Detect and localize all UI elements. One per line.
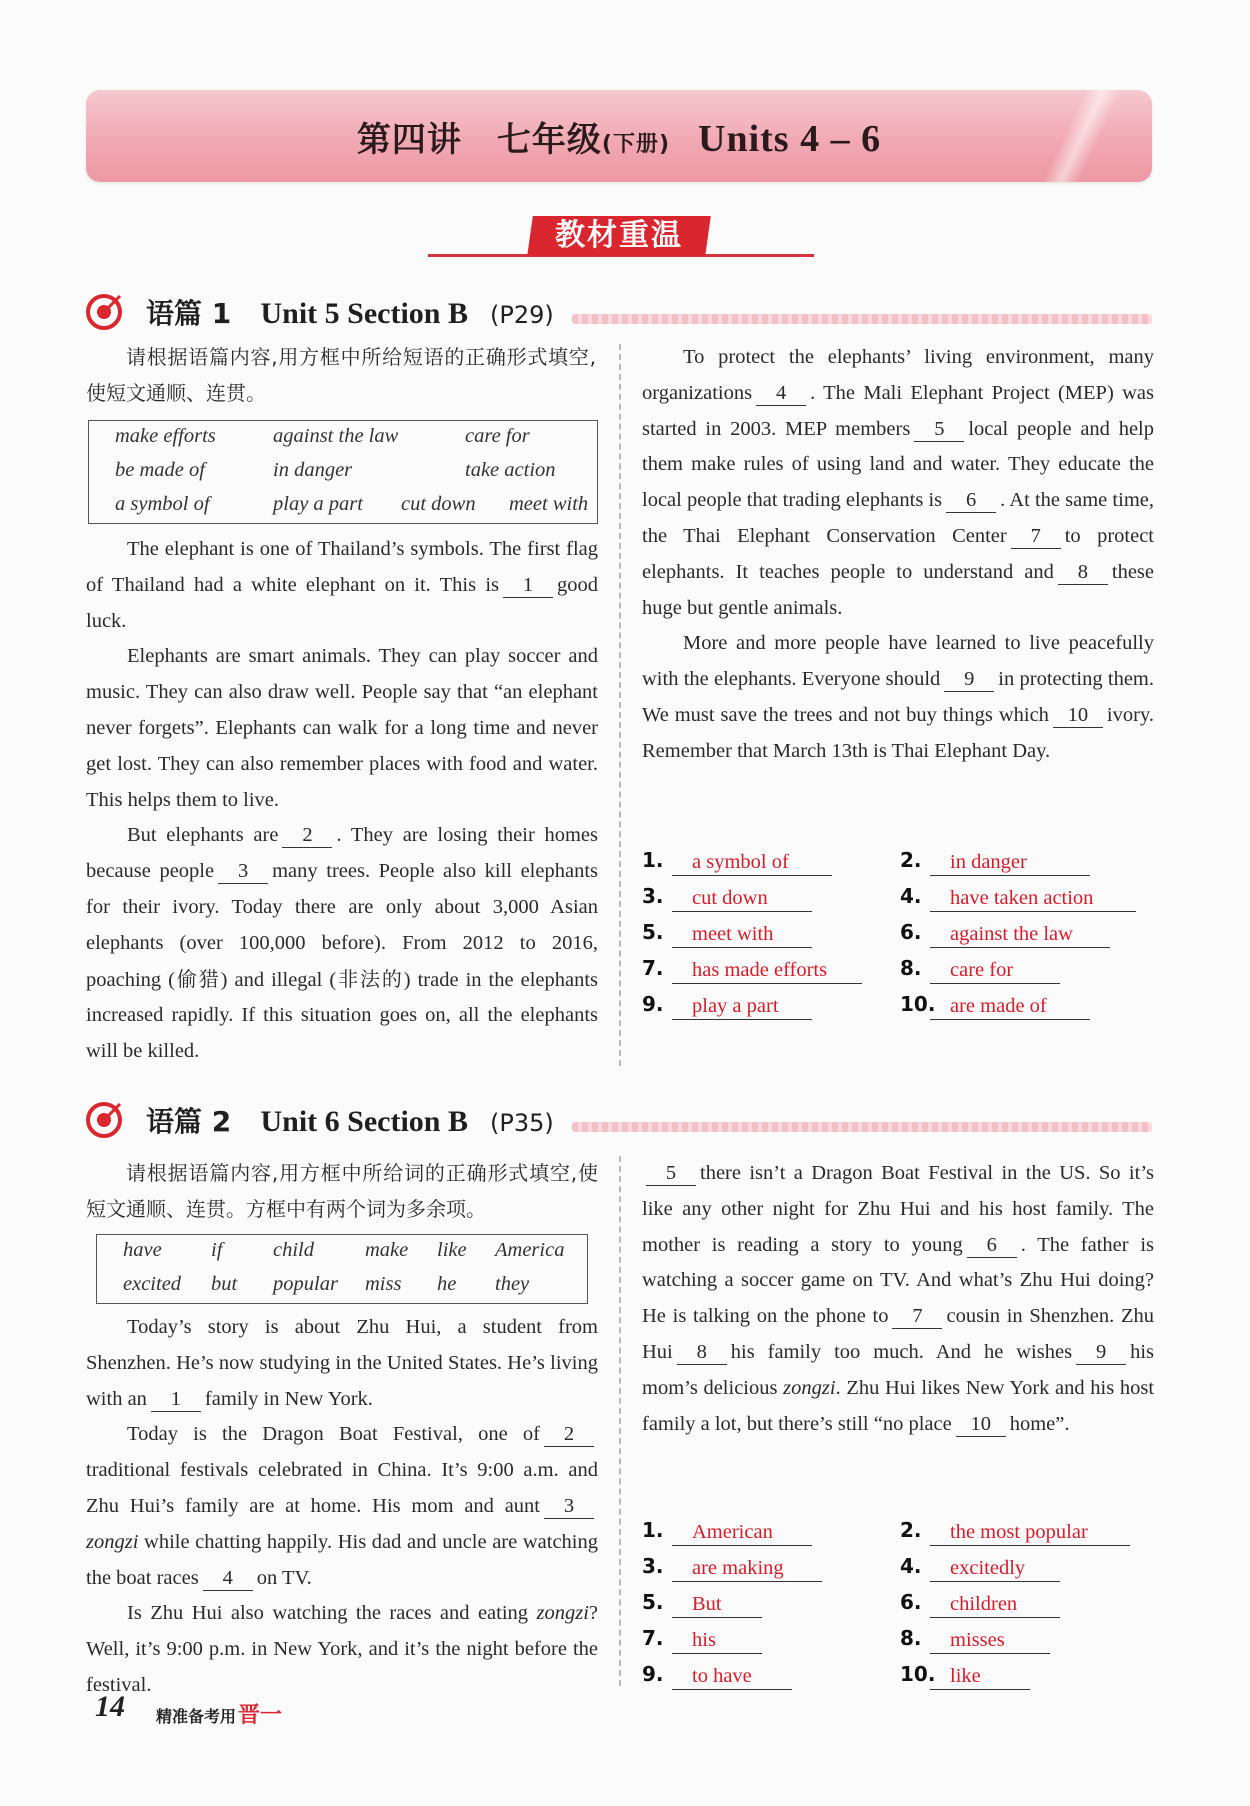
blank-9: 9 — [944, 667, 994, 692]
header-rule — [572, 1122, 1152, 1132]
passage1-phrase-box — [88, 420, 598, 524]
box-word: America — [495, 1239, 565, 1261]
passage2-right-column — [642, 1156, 1154, 1442]
banner-title — [86, 112, 1152, 161]
box-phrase: against the law — [273, 425, 399, 447]
blank-5: 5 — [646, 1161, 696, 1186]
paragraph: 5 there isn’t a Dragon Boat Festival in the US. So it’s like any other night for Zhu Hui and his host family. The mother is reading a story to young 6 . The father is watching a soccer game on TV. And what’s Zhu Hui doing? He is talking on the phone to 7 cousin in Shenzhen. Zhu Hui 8 his family too much. And he wishes 9 his mom’s delicious zongzi. Zhu Hui likes New York and his host family a lot, but there’s still “no place 10 home”. — [642, 1162, 1155, 1435]
passage1-right-column — [642, 340, 1154, 770]
blank-6: 6 — [967, 1233, 1017, 1258]
blank-3: 3 — [218, 859, 268, 884]
blank-6: 6 — [946, 488, 996, 513]
blank-4: 4 — [756, 381, 806, 406]
blank-1: 1 — [503, 573, 553, 598]
banner-title-sub: (下册) — [601, 132, 671, 157]
box-word: he — [437, 1273, 457, 1295]
column-divider — [619, 344, 621, 1066]
blank-10: 10 — [956, 1412, 1006, 1437]
blank-2: 2 — [544, 1422, 594, 1447]
box-phrase: a symbol of — [115, 493, 210, 515]
paragraph: Today’s story is about Zhu Hui, a student from Shenzhen. He’s now studying in the United States. He’s living with an 1 family in New York. — [86, 1316, 598, 1410]
passage1-left-column — [86, 532, 598, 1070]
blank-5: 5 — [914, 417, 964, 442]
passage1-instruction: 请根据语篇内容,用方框中所给短语的正确形式填空,使短文通顺、连贯。 — [86, 345, 596, 405]
box-phrase: be made of — [115, 459, 205, 481]
blank-3: 3 — [544, 1494, 594, 1519]
box-word: make — [365, 1239, 409, 1261]
passage1-title: 语篇 1 Unit 5 Section B (P29) — [146, 297, 554, 330]
box-word: popular — [273, 1273, 338, 1295]
blank-1: 1 — [151, 1387, 201, 1412]
passage2-left-column — [86, 1310, 598, 1704]
blank-7: 7 — [892, 1304, 942, 1329]
blank-8: 8 — [677, 1340, 727, 1365]
box-word: excited — [123, 1273, 182, 1295]
section-label: 教材重温 — [527, 216, 711, 256]
column-divider — [619, 1156, 621, 1686]
passage2-header — [86, 1100, 1152, 1142]
target-icon — [86, 1102, 122, 1138]
blank-9: 9 — [1076, 1340, 1126, 1365]
paragraph: To protect the elephants’ living environment, many organizations 4 . The Mali Elephant Project (MEP) was started in 2003. MEP members 5 local people and help them make rules of using land and water. They educate the local people that trading elephants is 6 . At the same time, the Thai Elephant Conservation Center 7 to protect elephants. It teaches people to understand and 8 these huge but gentle animals. — [642, 346, 1154, 619]
blank-8: 8 — [1058, 560, 1108, 585]
lesson-banner — [86, 90, 1152, 182]
page-number: 14 — [95, 1690, 125, 1723]
box-phrase: care for — [465, 425, 530, 447]
banner-title-units: Units 4 – 6 — [698, 118, 882, 160]
paragraph: More and more people have learned to live peacefully with the elephants. Everyone should 9 in protecting them. We must save the trees and not buy things which 10 ivory. Remember that March 13th is Thai Elephant Day. — [642, 632, 1154, 762]
brand-logo: 晋一 — [238, 1703, 283, 1728]
paragraph: The elephant is one of Thailand’s symbols. The first flag of Thailand had a white elephant on it. This is 1 good luck. — [86, 538, 598, 632]
box-phrase: cut down — [401, 493, 476, 515]
box-word: child — [273, 1239, 314, 1261]
blank-7: 7 — [1011, 524, 1061, 549]
box-phrase: meet with — [509, 493, 589, 515]
paragraph: Elephants are smart animals. They can play soccer and music. They can also draw well. People say that “an elephant never forgets”. Elephants can walk for a long time and never get lost. They can also remember places with food and water. This helps them to live. — [86, 645, 598, 811]
box-word: like — [437, 1239, 467, 1261]
banner-title-main: 第四讲 七年级 — [356, 120, 602, 160]
box-word: miss — [365, 1273, 402, 1295]
footer-book-title: 精准备考用晋一 — [156, 1703, 283, 1728]
paragraph: Is Zhu Hui also watching the races and eating zongzi? Well, it’s 9:00 p.m. in New York, and it’s the night before the festival. — [86, 1602, 599, 1696]
box-phrase: take action — [465, 459, 556, 481]
box-word: have — [123, 1239, 162, 1261]
paragraph: Today is the Dragon Boat Festival, one of 2traditional festivals celebrated in China. It’s 9:00 a.m. and Zhu Hui’s family are at home. His mom and aunt 3 zongzi while chatting happily. His dad and uncle are watching the boat races 4 on TV. — [86, 1423, 598, 1589]
box-phrase: play a part — [273, 493, 363, 515]
passage2-title: 语篇 2 Unit 6 Section B (P35) — [146, 1105, 554, 1138]
blank-10: 10 — [1053, 703, 1103, 728]
passage2-word-box — [96, 1234, 588, 1304]
box-phrase: in danger — [273, 459, 353, 481]
passage1-header — [86, 292, 1152, 334]
box-word: if — [211, 1239, 223, 1261]
header-rule — [572, 314, 1152, 324]
worksheet-page: 第四讲 七年级(下册) Units 4 – 6 教材重温 语篇 1 Unit 5 Section B (P29) 请根据语篇内容,用方框中所给短语的正确形式填空,使短文通顺、连贯。 make efforts against the law care for be made of in danger take action a symbol of play a part cut down meet with The elephant is one of Thailand’s symbols. The first flag of Thailand had a white elephant on it. This is 1 good luck. Elephants are smart animals. They can play soccer and music. They can also draw well. People say that “an elephant never forgets”. Elephants can walk for a long time and never get lost. They can also remember places with food and water. This helps them to live. But elephants are 2 . They are losing their homes because people 3 many trees. People also kill elephants for their ivory. Today there are only about 3,000 Asian elephants (over 100,000 before). From 2012 to 2016, poaching (偷猎) and illegal (非法的) trade in the elephants increased rapidly. If this situation goes on, all the elephants will be killed. To protect the elephants’ living environment, many organizations 4 . The Mali Elephant Project (MEP) was started in 2003. MEP members 5 local people and help them make rules of using land and water. They educate the local people that trading elephants is 6 . At the same time, the Thai Elephant Conservation Center 7 to protect elephants. It teaches people to understand and 8 these huge but gentle animals. More and more people have learned to live peacefully with the elephants. Everyone should 9 in protecting them. We must save the trees and not buy things which 10 ivory. Remember that March 13th is Thai Elephant Day. 1. a symbol of 2. in danger 3. cut down 4. have taken action 5. meet with 6. against the law 7. has made efforts 8. care for 9. play a part 10. are made of 语篇 2 Unit 6 Section B (P35) 请根据语篇内容,用方框中所给词的正确形式填空,使短文通顺、连贯。方框中有两个词为多余项。 have if child make like America excited but popular miss he they Today’s story is about Zhu Hui, a student from Shenzhen. He’s now studying in the United States. He’s living with an 1 family in New York. Today is the Dragon Boat Festival, one of 2traditional festivals celebrated in China. It’s 9:00 a.m. and Zhu Hui’s family are at home. His mom and aunt 3 zongzi while chatting happily. His dad and uncle are watching the boat races 4 on TV. Is Zhu Hui also watching the races and eating zongzi? Well, it’s 9:00 p.m. in New York, and it’s the night before the festival. 5 there isn’t a Dragon Boat Festival in the US. So it’s like any other night for Zhu Hui and his host family. The mother is reading a story to young 6 . The father is watching a soccer game on TV. And what’s Zhu Hui doing? He is talking on the phone to 7 cousin in Shenzhen. Zhu Hui 8 his family too much. And he wishes 9 his mom’s delicious zongzi. Zhu Hui likes New York and his host family a lot, but there’s still “no place 10 home”. 1. American 2. the most popular 3. are making 4. excitedly 5. But 6. children 7. his 8. misses 9. to have 10. like 14 精准备考用晋一 — [0, 0, 1250, 1806]
paragraph: But elephants are 2 . They are losing their homes because people 3 many trees. People also kill elephants for their ivory. Today there are only about 3,000 Asian elephants (over 100,000 before). From 2012 to 2016, poaching (偷猎) and illegal (非法的) trade in the elephants increased rapidly. If this situation goes on, all the elephants will be killed. — [86, 824, 599, 1063]
box-word: they — [495, 1273, 530, 1295]
passage2-instruction: 请根据语篇内容,用方框中所给词的正确形式填空,使短文通顺、连贯。方框中有两个词为多余项。 — [86, 1161, 598, 1221]
target-icon — [86, 294, 122, 330]
blank-2: 2 — [282, 823, 332, 848]
box-phrase: make efforts — [115, 425, 216, 447]
blank-4: 4 — [203, 1566, 253, 1591]
box-word: but — [211, 1273, 238, 1295]
